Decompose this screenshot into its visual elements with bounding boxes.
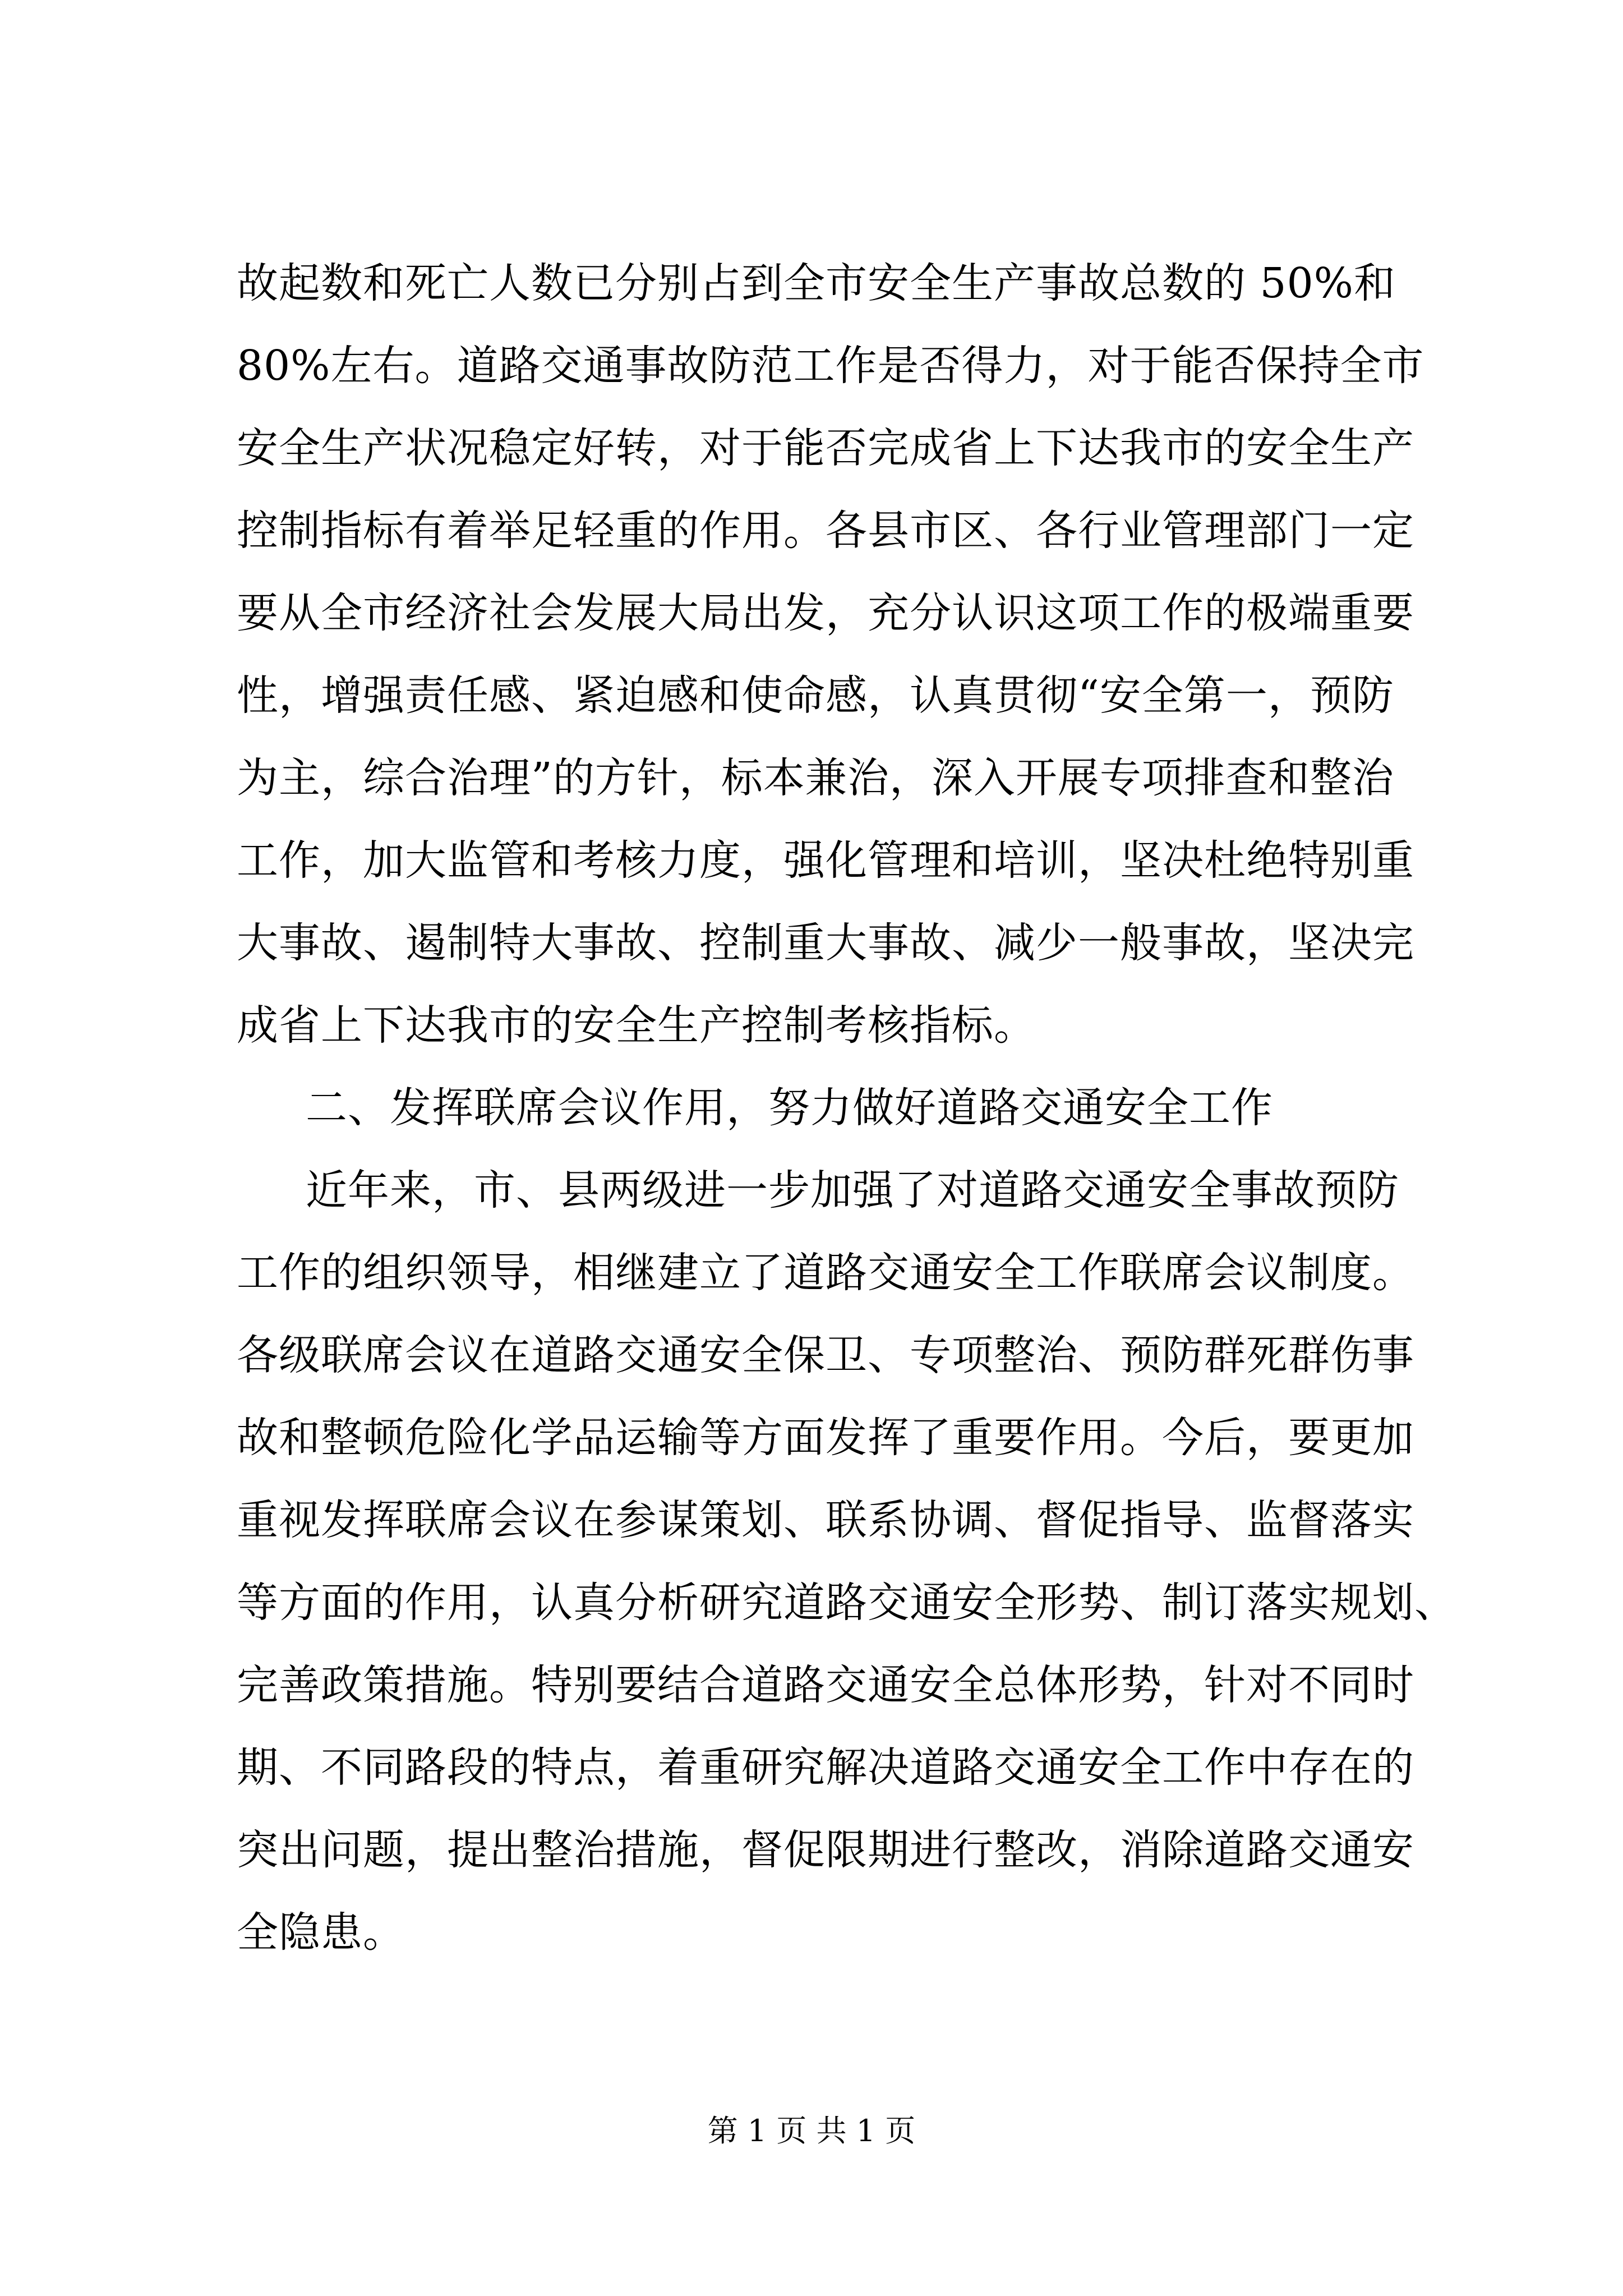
text-line: 等方面的作用，认真分析研究道路交通安全形势、制订落实规划、 [237,1579,1456,1627]
text-line: 大事故、遏制特大事故、控制重大事故、减少一般事故，坚决完 [237,919,1414,967]
text-line: 性，增强责任感、紧迫感和使命感，认真贯彻“安全第一，预防 [237,671,1394,720]
page-number-footer: 第 1 页 共 1 页 [707,2113,916,2148]
text-line: 完善政策措施。特别要结合道路交通安全总体形势，针对不同时 [237,1661,1414,1709]
text-line: 为主，综合治理”的方针，标本兼治，深入开展专项排查和整治 [237,754,1394,802]
text-line: 近年来，市、县两级进一步加强了对道路交通安全事故预防 [306,1166,1399,1214]
text-line: 故和整顿危险化学品运输等方面发挥了重要作用。今后，要更加 [237,1414,1414,1462]
text-line: 各级联席会议在道路交通安全保卫、专项整治、预防群死群伤事 [237,1331,1414,1379]
text-line: 80%左右。道路交通事故防范工作是否得力，对于能否保持全市 [237,342,1424,390]
text-line: 全隐患。 [237,1908,405,1957]
section-heading: 二、发挥联席会议作用，努力做好道路交通安全工作 [306,1084,1273,1132]
text-line: 期、不同路段的特点，着重研究解决道路交通安全工作中存在的 [237,1743,1414,1792]
text-line: 安全生产状况稳定好转，对于能否完成省上下达我市的安全生产 [237,424,1414,472]
text-line: 工作，加大监管和考核力度，强化管理和培训，坚决杜绝特别重 [237,836,1414,885]
text-line: 重视发挥联席会议在参谋策划、联系协调、督促指导、监督落实 [237,1496,1414,1544]
text-line: 突出问题，提出整治措施，督促限期进行整改，消除道路交通安 [237,1826,1414,1874]
text-line: 控制指标有着举足轻重的作用。各县市区、各行业管理部门一定 [237,507,1414,555]
text-line: 故起数和死亡人数已分别占到全市安全生产事故总数的 50%和 [237,259,1396,307]
text-line: 成省上下达我市的安全生产控制考核指标。 [237,1001,1036,1050]
text-line: 工作的组织领导，相继建立了道路交通安全工作联席会议制度。 [237,1249,1414,1297]
text-line: 要从全市经济社会发展大局出发，充分认识这项工作的极端重要 [237,589,1414,637]
